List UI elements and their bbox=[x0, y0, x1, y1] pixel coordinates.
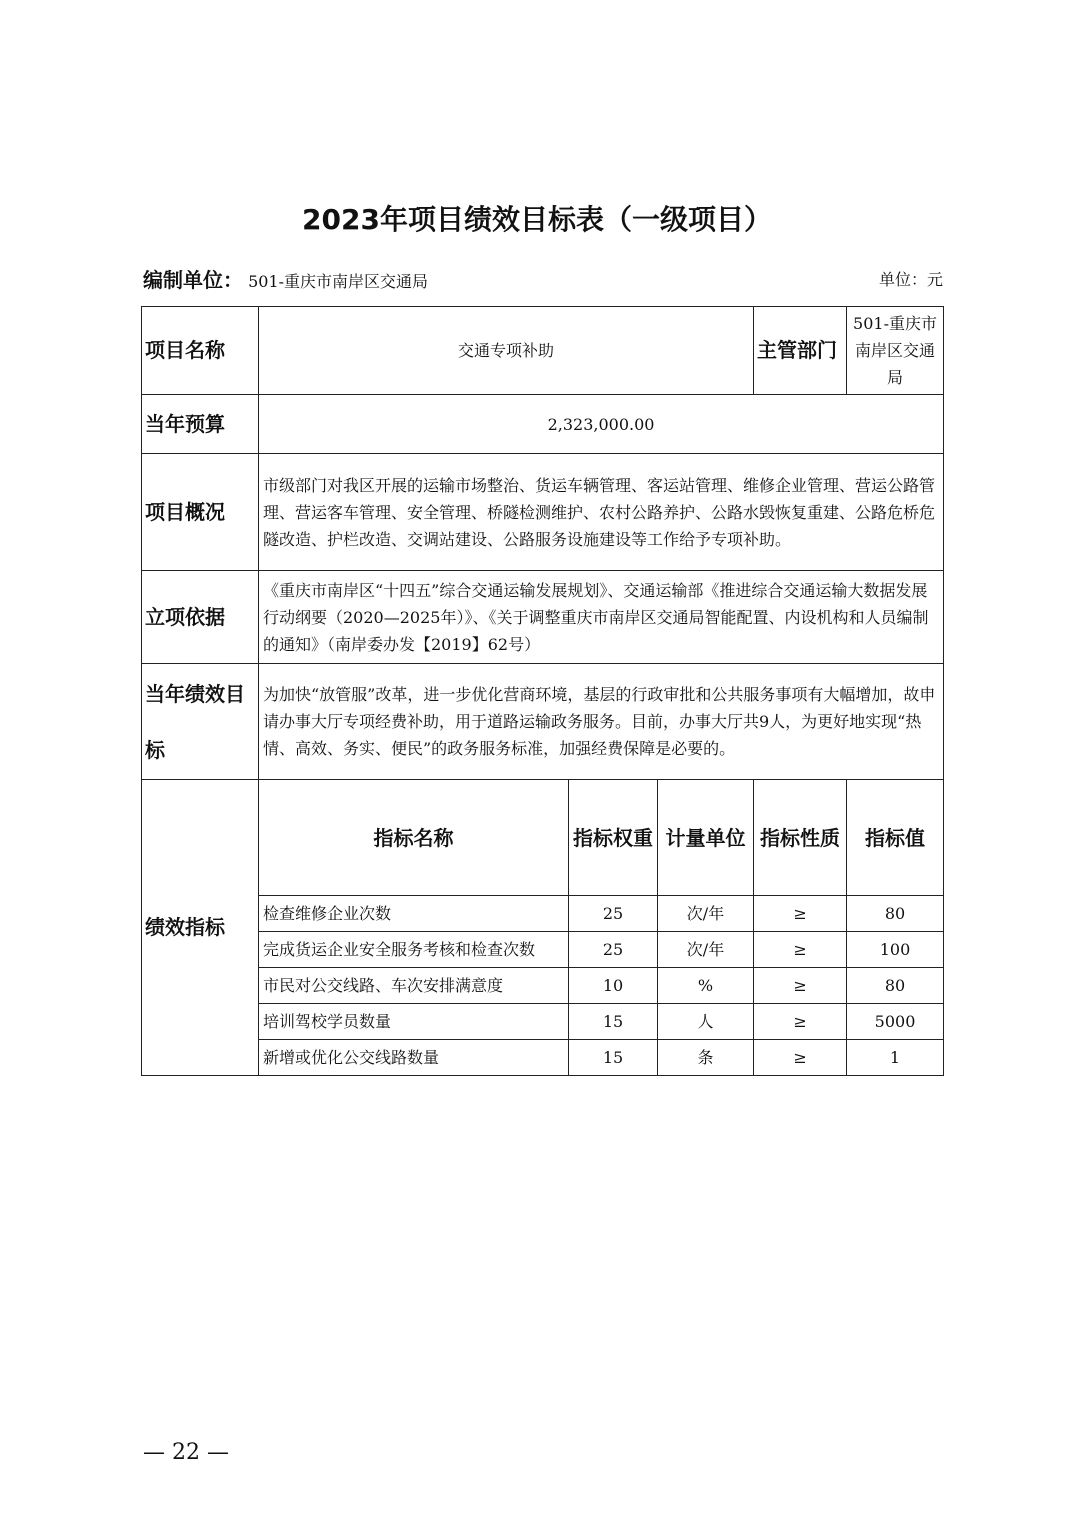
table-row bbox=[142, 395, 944, 454]
indicator-name: 培训驾校学员数量 bbox=[259, 1004, 569, 1040]
overview-value: 市级部门对我区开展的运输市场整治、货运车辆管理、客运站管理、维修企业管理、营运公路管理、营运客车管理、安全管理、桥隧检测维护、农村公路养护、公路水毁恢复重建、公路危桥危隧改造、护栏改造、交调站建设、公路服务设施建设等工作给予专项补助。 bbox=[259, 454, 944, 571]
indicator-weight: 15 bbox=[569, 1040, 658, 1076]
indicator-row bbox=[142, 932, 944, 968]
goal-value: 为加快“放管服”改革，进一步优化营商环境，基层的行政审批和公共服务事项有大幅增加，故申请办事大厅专项经费补助，用于道路运输政务服务。目前，办事大厅共9人，为更好地实现“热情、高效、务实、便民”的政务服务标准，加强经费保障是必要的。 bbox=[259, 664, 944, 780]
indicator-unit: 次/年 bbox=[658, 932, 754, 968]
indicator-header-row bbox=[142, 780, 944, 896]
indicator-value: 80 bbox=[847, 896, 944, 932]
indicator-weight: 10 bbox=[569, 968, 658, 1004]
indicator-name: 检查维修企业次数 bbox=[259, 896, 569, 932]
indicator-name: 市民对公交线路、车次安排满意度 bbox=[259, 968, 569, 1004]
indicator-name: 完成货运企业安全服务考核和检查次数 bbox=[259, 932, 569, 968]
indicator-unit: % bbox=[658, 968, 754, 1004]
table-row bbox=[142, 454, 944, 571]
indicator-row bbox=[142, 896, 944, 932]
indicator-nature: ≥ bbox=[754, 1040, 847, 1076]
indicator-weight: 15 bbox=[569, 1004, 658, 1040]
indicator-name: 新增或优化公交线路数量 bbox=[259, 1040, 569, 1076]
indicator-nature: ≥ bbox=[754, 932, 847, 968]
page-title: 2023年项目绩效目标表（一级项目） bbox=[302, 203, 772, 236]
basis-label: 立项依据 bbox=[142, 571, 259, 664]
indicator-row bbox=[142, 1040, 944, 1076]
basis-value: 《重庆市南岸区“十四五”综合交通运输发展规划》、交通运输部《推进综合交通运输大数据发展行动纲要（2020—2025年）》、《关于调整重庆市南岸区交通局智能配置、内设机构和人员编制的通知》（南岸委办发【2019】62号） bbox=[259, 571, 944, 664]
indicator-nature: ≥ bbox=[754, 1004, 847, 1040]
table-row bbox=[142, 664, 944, 780]
org-line bbox=[143, 264, 943, 293]
budget-value: 2,323,000.00 bbox=[259, 395, 944, 454]
indicator-unit: 人 bbox=[658, 1004, 754, 1040]
indicator-row bbox=[142, 1004, 944, 1040]
header-value: 指标值 bbox=[847, 780, 944, 896]
indicator-value: 80 bbox=[847, 968, 944, 1004]
overview-label: 项目概况 bbox=[142, 454, 259, 571]
indicator-unit: 条 bbox=[658, 1040, 754, 1076]
org-value: 501-重庆市南岸区交通局 bbox=[248, 272, 429, 291]
unit-label: 单位：元 bbox=[878, 270, 943, 289]
indicator-value: 1 bbox=[847, 1040, 944, 1076]
header-unit: 计量单位 bbox=[658, 780, 754, 896]
indicator-value: 100 bbox=[847, 932, 944, 968]
page-number: — 22 — bbox=[143, 1440, 229, 1465]
header-nature: 指标性质 bbox=[754, 780, 847, 896]
project-name-label: 项目名称 bbox=[142, 307, 259, 395]
project-name-value: 交通专项补助 bbox=[259, 307, 754, 395]
table-row bbox=[142, 307, 944, 395]
dept-value: 501-重庆市南岸区交通局 bbox=[847, 307, 944, 395]
indicator-weight: 25 bbox=[569, 896, 658, 932]
indicator-nature: ≥ bbox=[754, 896, 847, 932]
dept-label: 主管部门 bbox=[754, 307, 847, 395]
indicator-unit: 次/年 bbox=[658, 896, 754, 932]
indicator-weight: 25 bbox=[569, 932, 658, 968]
performance-table bbox=[141, 306, 944, 1076]
indicator-nature: ≥ bbox=[754, 968, 847, 1004]
indicator-row bbox=[142, 968, 944, 1004]
header-weight: 指标权重 bbox=[569, 780, 658, 896]
indicator-value: 5000 bbox=[847, 1004, 944, 1040]
indicator-label: 绩效指标 bbox=[142, 780, 259, 1076]
header-name: 指标名称 bbox=[259, 780, 569, 896]
org-label: 编制单位： bbox=[143, 268, 243, 292]
goal-label: 当年绩效目标 bbox=[142, 664, 259, 780]
table-row bbox=[142, 571, 944, 664]
budget-label: 当年预算 bbox=[142, 395, 259, 454]
